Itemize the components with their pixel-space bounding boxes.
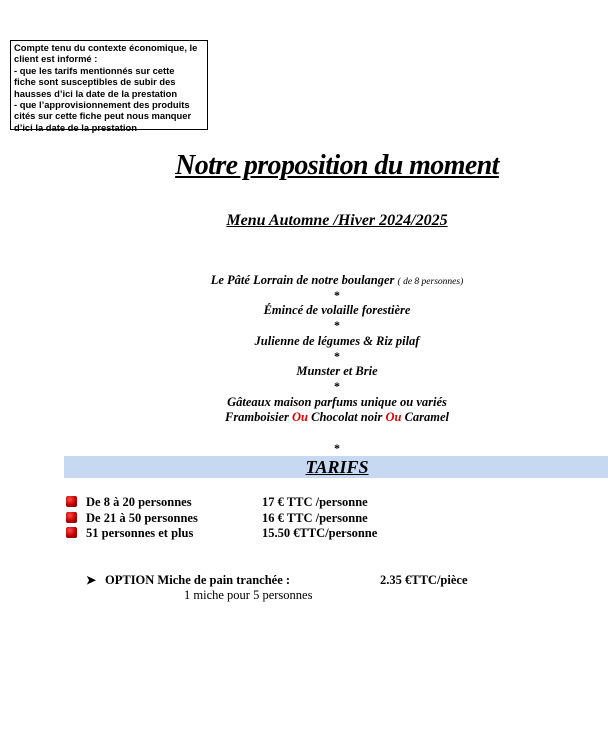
flavor-chocolat: Chocolat noir	[311, 410, 383, 424]
menu-item-note: ( de 8 personnes)	[397, 277, 464, 287]
menu-item-legumes: Julienne de légumes & Riz pilaf	[254, 334, 420, 348]
flavor-framboisier: Framboisier	[224, 410, 289, 424]
notice-line: d’ici la date de la prestation	[14, 121, 137, 133]
price-label: 51 personnes et plus	[86, 526, 194, 540]
option-label: OPTION Miche de pain tranchée :	[105, 573, 291, 587]
menu-separator: *	[334, 441, 340, 455]
menu-item-volaille: Émincé de volaille forestière	[263, 303, 411, 317]
notice-box	[10, 40, 208, 133]
menu-item-pate	[0, 273, 608, 290]
or-word: Ou	[292, 410, 308, 424]
menu-separator: *	[334, 379, 340, 393]
page-title: Notre proposition du moment	[175, 150, 499, 181]
option-note: 1 miche pour 5 personnes	[184, 588, 313, 602]
menu-separator: *	[334, 288, 340, 302]
price-value: 16 € TTC /personne	[262, 511, 368, 525]
notice-line: - que l’approvisionnement des produits	[14, 99, 190, 111]
notice-line: - que les tarifs mentionnés sur cette	[14, 64, 175, 76]
red-bullet-icon	[66, 512, 77, 523]
menu-subtitle: Menu Automne /Hiver 2024/2025	[226, 212, 448, 229]
notice-line: Compte tenu du contexte économique, le	[14, 42, 198, 53]
menu-separator: *	[334, 349, 340, 363]
price-value: 17 € TTC /personne	[262, 495, 368, 509]
flavor-caramel: Caramel	[404, 410, 450, 424]
price-value: 15.50 €TTC/personne	[262, 526, 378, 540]
menu-separator: *	[334, 318, 340, 332]
menu-item-gateaux: Gâteaux maison parfums unique ou variés	[227, 395, 447, 409]
option-row	[86, 572, 506, 588]
red-bullet-icon	[66, 527, 77, 538]
red-bullet-icon	[66, 496, 77, 507]
menu-item-label: Le Pâté Lorrain de notre boulanger	[210, 273, 395, 287]
or-word: Ou	[385, 410, 402, 424]
price-label: De 21 à 50 personnes	[86, 511, 198, 525]
menu-item-flavors	[0, 410, 608, 425]
tarifs-title: TARIFS	[305, 457, 369, 477]
option-price: 2.35 €TTC/pièce	[380, 573, 468, 587]
price-label: De 8 à 20 personnes	[86, 495, 192, 509]
notice-line: client est informé :	[14, 53, 98, 65]
notice-line: cités sur cette fiche peut nous manquer	[14, 110, 192, 122]
notice-line: hausses d’ici la date de la prestation	[14, 87, 178, 99]
notice-line: fiche sont susceptibles de subir des	[14, 76, 176, 88]
arrow-bullet-icon: ➤	[86, 573, 97, 587]
menu-item-fromages: Munster et Brie	[296, 364, 378, 378]
